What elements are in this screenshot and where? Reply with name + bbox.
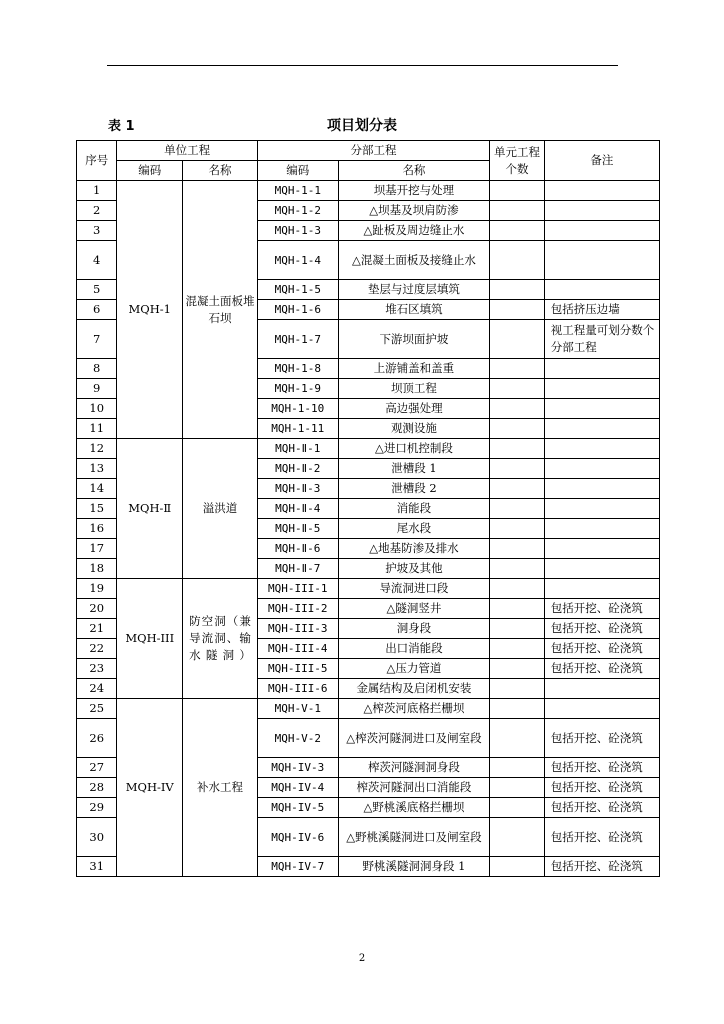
sub-name: 尾水段 <box>338 519 490 539</box>
unit-count <box>490 699 545 719</box>
row-seq: 4 <box>77 241 117 280</box>
header-unit-name: 名称 <box>183 161 258 181</box>
unit-count <box>490 221 545 241</box>
row-seq: 26 <box>77 719 117 758</box>
sub-name: 观测设施 <box>338 419 490 439</box>
sub-code: MQH-IV-5 <box>257 798 338 818</box>
row-seq: 21 <box>77 619 117 639</box>
row-note <box>544 379 659 399</box>
unit-count <box>490 499 545 519</box>
table-row <box>77 439 660 459</box>
unit-count <box>490 719 545 758</box>
sub-code: MQH-1-11 <box>257 419 338 439</box>
sub-name: 野桃溪隧洞洞身段 1 <box>338 857 490 877</box>
table-row <box>77 181 660 201</box>
row-seq: 2 <box>77 201 117 221</box>
sub-code: MQH-1-1 <box>257 181 338 201</box>
sub-name: 榨茨河隧洞洞身段 <box>338 758 490 778</box>
row-seq: 11 <box>77 419 117 439</box>
row-note <box>544 280 659 300</box>
row-note <box>544 679 659 699</box>
sub-name: 垫层与过度层填筑 <box>338 280 490 300</box>
row-seq: 29 <box>77 798 117 818</box>
header-seq: 序号 <box>77 141 117 181</box>
unit-count <box>490 619 545 639</box>
unit-count <box>490 778 545 798</box>
sub-code: MQH-Ⅱ-7 <box>257 559 338 579</box>
row-note <box>544 579 659 599</box>
sub-name: 导流洞进口段 <box>338 579 490 599</box>
header-sub-name: 名称 <box>338 161 490 181</box>
sub-code: MQH-Ⅱ-3 <box>257 479 338 499</box>
sub-name: 消能段 <box>338 499 490 519</box>
row-seq: 20 <box>77 599 117 619</box>
row-note <box>544 221 659 241</box>
sub-code: MQH-III-6 <box>257 679 338 699</box>
unit-code: MQH-1 <box>117 181 183 439</box>
header-count: 单元工程个数 <box>490 141 545 181</box>
unit-count <box>490 300 545 320</box>
sub-name: △混凝土面板及接缝止水 <box>338 241 490 280</box>
unit-count <box>490 539 545 559</box>
sub-code: MQH-V-1 <box>257 699 338 719</box>
unit-name: 溢洪道 <box>183 439 258 579</box>
row-seq: 16 <box>77 519 117 539</box>
row-note: 包括开挖、砼浇筑 <box>544 599 659 619</box>
sub-name: 泄槽段 1 <box>338 459 490 479</box>
sub-code: MQH-1-7 <box>257 320 338 359</box>
unit-name: 补水工程 <box>183 699 258 877</box>
sub-code: MQH-1-10 <box>257 399 338 419</box>
sub-name: △坝基及坝肩防渗 <box>338 201 490 221</box>
row-seq: 9 <box>77 379 117 399</box>
sub-code: MQH-1-5 <box>257 280 338 300</box>
unit-code: MQH-IV <box>117 699 183 877</box>
row-seq: 15 <box>77 499 117 519</box>
sub-name: 堆石区填筑 <box>338 300 490 320</box>
row-seq: 6 <box>77 300 117 320</box>
header-rule <box>107 65 618 66</box>
row-seq: 12 <box>77 439 117 459</box>
row-note: 包括开挖、砼浇筑 <box>544 778 659 798</box>
sub-code: MQH-1-3 <box>257 221 338 241</box>
row-seq: 17 <box>77 539 117 559</box>
sub-name: 出口消能段 <box>338 639 490 659</box>
sub-code: MQH-1-4 <box>257 241 338 280</box>
row-note <box>544 559 659 579</box>
row-note <box>544 241 659 280</box>
header-sub-code: 编码 <box>257 161 338 181</box>
unit-code: MQH-III <box>117 579 183 699</box>
sub-code: MQH-Ⅱ-2 <box>257 459 338 479</box>
row-note: 包括挤压边墙 <box>544 300 659 320</box>
row-seq: 23 <box>77 659 117 679</box>
sub-name: △进口机控制段 <box>338 439 490 459</box>
sub-code: MQH-III-1 <box>257 579 338 599</box>
sub-name: 洞身段 <box>338 619 490 639</box>
sub-code: MQH-1-6 <box>257 300 338 320</box>
sub-name: 坝顶工程 <box>338 379 490 399</box>
sub-code: MQH-1-8 <box>257 359 338 379</box>
unit-count <box>490 579 545 599</box>
sub-name: 坝基开挖与处理 <box>338 181 490 201</box>
header-unit: 单位工程 <box>117 141 257 161</box>
unit-count <box>490 280 545 300</box>
row-seq: 3 <box>77 221 117 241</box>
sub-name: 泄槽段 2 <box>338 479 490 499</box>
sub-code: MQH-Ⅱ-5 <box>257 519 338 539</box>
sub-name: △榨茨河底格拦栅坝 <box>338 699 490 719</box>
row-seq: 13 <box>77 459 117 479</box>
unit-count <box>490 399 545 419</box>
sub-name: △野桃溪底格拦栅坝 <box>338 798 490 818</box>
sub-code: MQH-Ⅱ-4 <box>257 499 338 519</box>
page-number: 2 <box>358 953 366 964</box>
unit-count <box>490 459 545 479</box>
row-note: 视工程量可划分数个分部工程 <box>544 320 659 359</box>
sub-code: MQH-IV-3 <box>257 758 338 778</box>
unit-name: 混凝土面板堆石坝 <box>183 181 258 439</box>
unit-count <box>490 201 545 221</box>
sub-name: 护坡及其他 <box>338 559 490 579</box>
row-seq: 22 <box>77 639 117 659</box>
unit-count <box>490 659 545 679</box>
sub-code: MQH-IV-4 <box>257 778 338 798</box>
row-seq: 18 <box>77 559 117 579</box>
sub-code: MQH-III-4 <box>257 639 338 659</box>
sub-code: MQH-III-2 <box>257 599 338 619</box>
sub-name: △野桃溪隧洞进口及闸室段 <box>338 818 490 857</box>
row-note <box>544 439 659 459</box>
row-note <box>544 459 659 479</box>
row-note <box>544 181 659 201</box>
unit-count <box>490 599 545 619</box>
row-note <box>544 399 659 419</box>
unit-count <box>490 818 545 857</box>
sub-code: MQH-Ⅱ-6 <box>257 539 338 559</box>
row-seq: 31 <box>77 857 117 877</box>
row-seq: 10 <box>77 399 117 419</box>
row-note <box>544 479 659 499</box>
sub-code: MQH-Ⅱ-1 <box>257 439 338 459</box>
unit-name: 防空洞（兼导流洞、输水隧洞） <box>183 579 258 699</box>
table-row <box>77 579 660 599</box>
row-note: 包括开挖、砼浇筑 <box>544 719 659 758</box>
unit-count <box>490 857 545 877</box>
row-seq: 7 <box>77 320 117 359</box>
sub-name: 上游铺盖和盖重 <box>338 359 490 379</box>
unit-count <box>490 559 545 579</box>
row-note: 包括开挖、砼浇筑 <box>544 818 659 857</box>
sub-name: 高边强处理 <box>338 399 490 419</box>
row-note <box>544 499 659 519</box>
unit-count <box>490 359 545 379</box>
row-seq: 25 <box>77 699 117 719</box>
sub-code: MQH-IV-7 <box>257 857 338 877</box>
row-seq: 5 <box>77 280 117 300</box>
row-seq: 8 <box>77 359 117 379</box>
unit-count <box>490 181 545 201</box>
table-label: 表 1 <box>108 119 135 134</box>
row-seq: 14 <box>77 479 117 499</box>
row-note <box>544 539 659 559</box>
unit-count <box>490 241 545 280</box>
unit-count <box>490 439 545 459</box>
table-title: 项目划分表 <box>327 118 397 134</box>
unit-count <box>490 419 545 439</box>
unit-count <box>490 679 545 699</box>
row-seq: 28 <box>77 778 117 798</box>
sub-name: △压力管道 <box>338 659 490 679</box>
unit-count <box>490 798 545 818</box>
unit-count <box>490 379 545 399</box>
sub-name: 榨茨河隧洞出口消能段 <box>338 778 490 798</box>
unit-count <box>490 519 545 539</box>
row-note: 包括开挖、砼浇筑 <box>544 798 659 818</box>
row-seq: 1 <box>77 181 117 201</box>
sub-name: △地基防渗及排水 <box>338 539 490 559</box>
row-seq: 27 <box>77 758 117 778</box>
header-unit-code: 编码 <box>117 161 183 181</box>
row-seq: 30 <box>77 818 117 857</box>
sub-name: △趾板及周边缝止水 <box>338 221 490 241</box>
sub-code: MQH-III-3 <box>257 619 338 639</box>
unit-code: MQH-Ⅱ <box>117 439 183 579</box>
row-note: 包括开挖、砼浇筑 <box>544 639 659 659</box>
sub-name: △隧洞竖井 <box>338 599 490 619</box>
row-note <box>544 201 659 221</box>
sub-name: 金属结构及启闭机安装 <box>338 679 490 699</box>
table-row <box>77 699 660 719</box>
row-note: 包括开挖、砼浇筑 <box>544 659 659 679</box>
unit-count <box>490 639 545 659</box>
sub-code: MQH-1-9 <box>257 379 338 399</box>
row-note: 包括开挖、砼浇筑 <box>544 619 659 639</box>
sub-code: MQH-III-5 <box>257 659 338 679</box>
row-note <box>544 359 659 379</box>
row-note <box>544 699 659 719</box>
row-note: 包括开挖、砼浇筑 <box>544 857 659 877</box>
row-note <box>544 419 659 439</box>
header-sub: 分部工程 <box>257 141 489 161</box>
row-note <box>544 519 659 539</box>
unit-count <box>490 758 545 778</box>
unit-count <box>490 479 545 499</box>
sub-code: MQH-IV-6 <box>257 818 338 857</box>
sub-name: 下游坝面护坡 <box>338 320 490 359</box>
header-note: 备注 <box>544 141 659 181</box>
unit-count <box>490 320 545 359</box>
sub-code: MQH-V-2 <box>257 719 338 758</box>
sub-code: MQH-1-2 <box>257 201 338 221</box>
project-division-table <box>76 140 660 877</box>
row-seq: 24 <box>77 679 117 699</box>
sub-name: △榨茨河隧洞进口及闸室段 <box>338 719 490 758</box>
row-seq: 19 <box>77 579 117 599</box>
row-note: 包括开挖、砼浇筑 <box>544 758 659 778</box>
